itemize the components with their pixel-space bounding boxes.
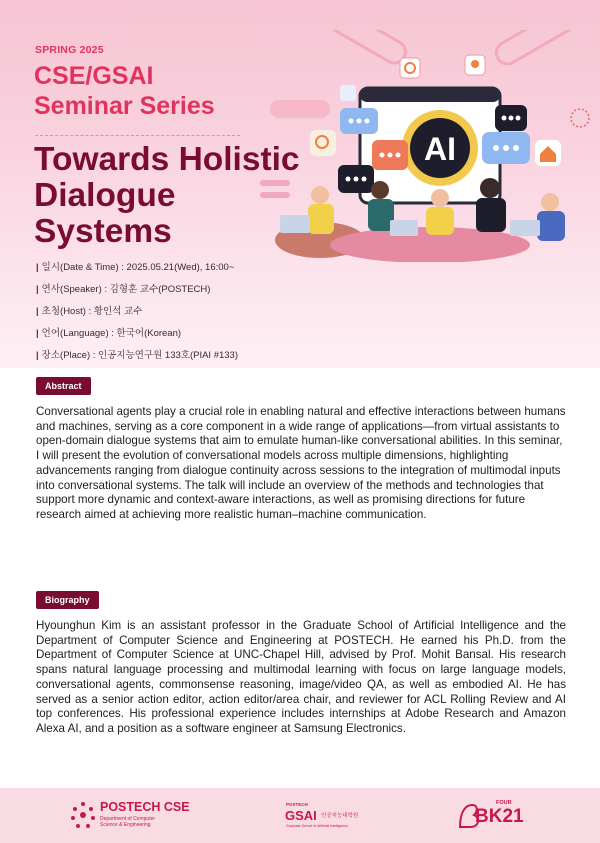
series-title bbox=[34, 61, 215, 121]
postech-cse-name: POSTECH CSE bbox=[100, 800, 190, 814]
bk21-name: BK21 bbox=[475, 806, 524, 827]
info-speaker-value: 김형훈 교수(POSTECH) bbox=[109, 284, 211, 295]
info-speaker: | 연사(Speaker) : 김형훈 교수(POSTECH) bbox=[36, 284, 211, 295]
info-host-label: 초청(Host) bbox=[41, 306, 86, 317]
biography-text: Hyounghun Kim is an assistant professor in the Graduate School of Artificial Intelligence and the Department of Computer Science and Engineering at POSTECH. He earned his Ph.D. from the Department of Computer Science at UNC-Chapel Hill, advised by Prof. Mohit Bansal. His research spans natural language processing and multimodal learning with focus on large language models, conversational agents, commonsense reasoning, image/video QA, as well as embodied AI. He has served as a senior action editor, action editor/area chair, and reviewer for ACL Rolling Review and AI top conferences. His professional experience includes internships at Adobe Research and Amazon Alexa AI, and a position as a software engineer at Samsung Electronics. bbox=[36, 619, 566, 735]
info-language-label: 언어(Language) bbox=[41, 328, 109, 339]
footer-logos bbox=[0, 788, 600, 843]
postech-cse-logo-icon bbox=[70, 800, 96, 830]
series-title-line2: Seminar Series bbox=[34, 92, 215, 120]
gsai-sub: Graduate School of Artificial Intelligence bbox=[286, 824, 348, 828]
biography-heading: Biography bbox=[36, 591, 99, 609]
divider bbox=[35, 135, 240, 136]
info-place-value: 인공지능연구원 133호(PIAI #133) bbox=[98, 350, 239, 361]
talk-title-line1: Towards Holistic bbox=[34, 141, 300, 178]
season-label: SPRING 2025 bbox=[35, 44, 104, 56]
event-info bbox=[36, 257, 238, 367]
hero-banner bbox=[0, 0, 600, 368]
postech-cse-sub1: Department of Computer bbox=[100, 816, 156, 822]
info-host: | 초청(Host) : 황인석 교수 bbox=[36, 306, 143, 317]
info-date: | 일시(Date & Time) : 2025.05.21(Wed), 16:00~ bbox=[36, 262, 235, 273]
info-speaker-label: 연사(Speaker) bbox=[41, 284, 102, 295]
info-language-value: 한국어(Korean) bbox=[116, 328, 182, 339]
series-title-line1: CSE/GSAI bbox=[34, 62, 154, 90]
ai-chat-illustration bbox=[260, 30, 600, 262]
talk-title-line3: Systems bbox=[34, 213, 172, 250]
abstract-heading: Abstract bbox=[36, 377, 91, 395]
bk21-four: FOUR bbox=[496, 800, 512, 806]
info-date-value: 2025.05.21(Wed), 16:00~ bbox=[126, 262, 235, 273]
abstract-text: Conversational agents play a crucial role in enabling natural and effective interactions between humans and machines, serving as a core component in a wide range of applications—from virtual assistants to open-domain dialogue systems that aim to emulate human-like conversational abilities. In this seminar, I will present the evolution of conversational models across multiple dimensions, highlighting advancements ranging from dialogue continuity across sessions to the integration of multimodal inputs into conversational systems. The talk will include an overview of the methods and technologies that support more dynamic and context-aware interactions, as well as promising directions for future research aimed at achieving more realistic human–machine communication. bbox=[36, 405, 566, 521]
talk-title-line2: Dialogue bbox=[34, 177, 176, 214]
info-language: | 언어(Language) : 한국어(Korean) bbox=[36, 328, 182, 339]
info-place-label: 장소(Place) bbox=[41, 350, 91, 361]
info-date-label: 일시(Date & Time) bbox=[41, 262, 119, 273]
info-host-value: 황인석 교수 bbox=[93, 306, 143, 317]
postech-cse-sub2: Science & Engineering bbox=[100, 822, 151, 828]
info-place: | 장소(Place) : 인공지능연구원 133호(PIAI #133) bbox=[36, 350, 239, 361]
gsai-top: POSTECH bbox=[286, 802, 308, 807]
gsai-name: GSAI bbox=[285, 808, 317, 823]
ai-label: AI bbox=[424, 131, 456, 167]
gsai-korean: 인공지능대학원 bbox=[321, 813, 359, 819]
